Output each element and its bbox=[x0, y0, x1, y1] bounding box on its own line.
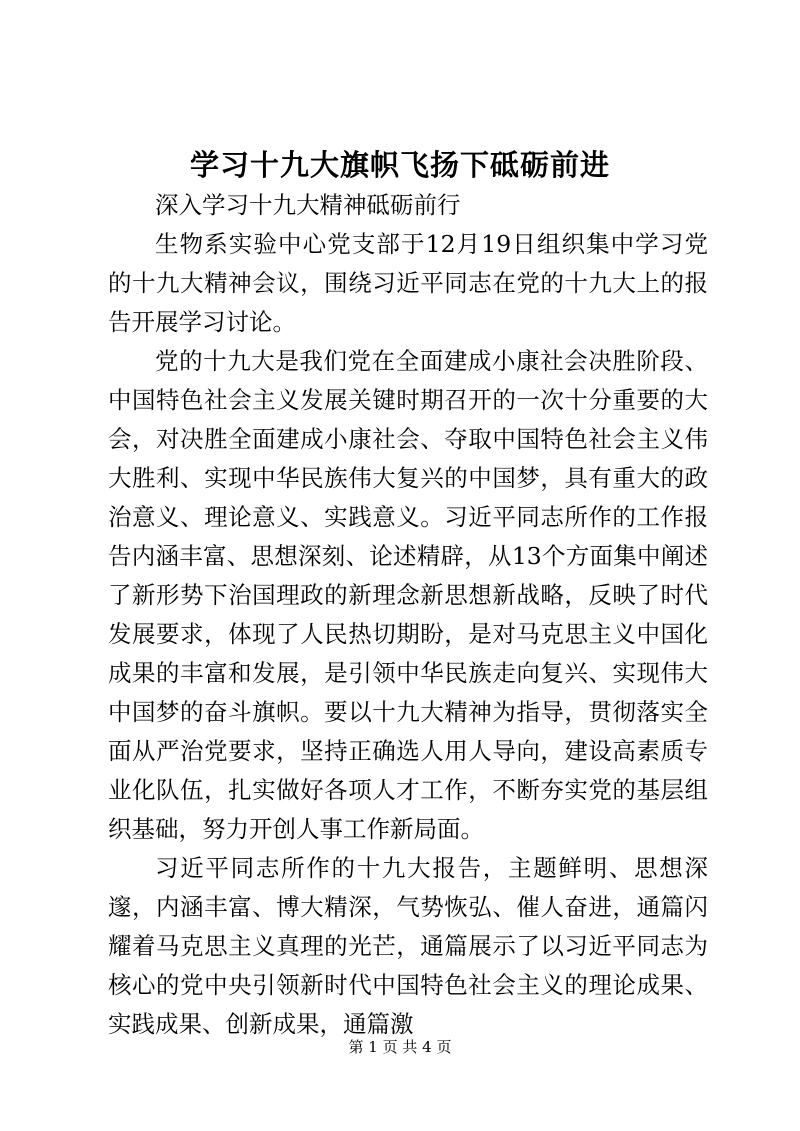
document-body bbox=[108, 186, 708, 1044]
subtitle-paragraph: 深入学习十九大精神砥砺前行 bbox=[155, 191, 461, 219]
body-paragraph: 生物系实验中心党支部于12月19日组织集中学习党的十九大精神会议，围绕习近平同志在党的十九大上的报告开展学习讨论。 bbox=[108, 230, 708, 336]
document-title: 学习十九大旗帜飞扬下砥砺前进 bbox=[189, 148, 610, 182]
page-number-footer: 第 1 页 共 4 页 bbox=[348, 1038, 452, 1056]
body-paragraph: 党的十九大是我们党在全面建成小康社会决胜阶段、中国特色社会主义发展关键时期召开的一次十分重要的大会，对决胜全面建成小康社会、夺取中国特色社会主义伟大胜利、实现中华民族伟大复兴的中国梦，具有重大的政治意义、理论意义、实践意义。习近平同志所作的工作报告内涵丰富、思想深刻、论述精辟，从13个方面集中阐述了新形势下治国理政的新理念新思想新战略，反映了时代发展要求，体现了人民热切期盼，是对马克思主义中国化成果的丰富和发展，是引领中华民族走向复兴、实现伟大中国梦的奋斗旗帜。要以十九大精神为指导，贯彻落实全面从严治党要求，坚持正确选人用人导向，建设高素质专业化队伍，扎实做好各项人才工作，不断夯实党的基层组织基础，努力开创人事工作新局面。 bbox=[108, 347, 708, 843]
body-paragraph: 习近平同志所作的十九大报告，主题鲜明、思想深邃，内涵丰富、博大精深，气势恢弘、催人奋进，通篇闪耀着马克思主义真理的光芒，通篇展示了以习近平同志为核心的党中央引领新时代中国特色社会主义的理论成果、实践成果、创新成果，通篇激 bbox=[108, 854, 708, 1038]
